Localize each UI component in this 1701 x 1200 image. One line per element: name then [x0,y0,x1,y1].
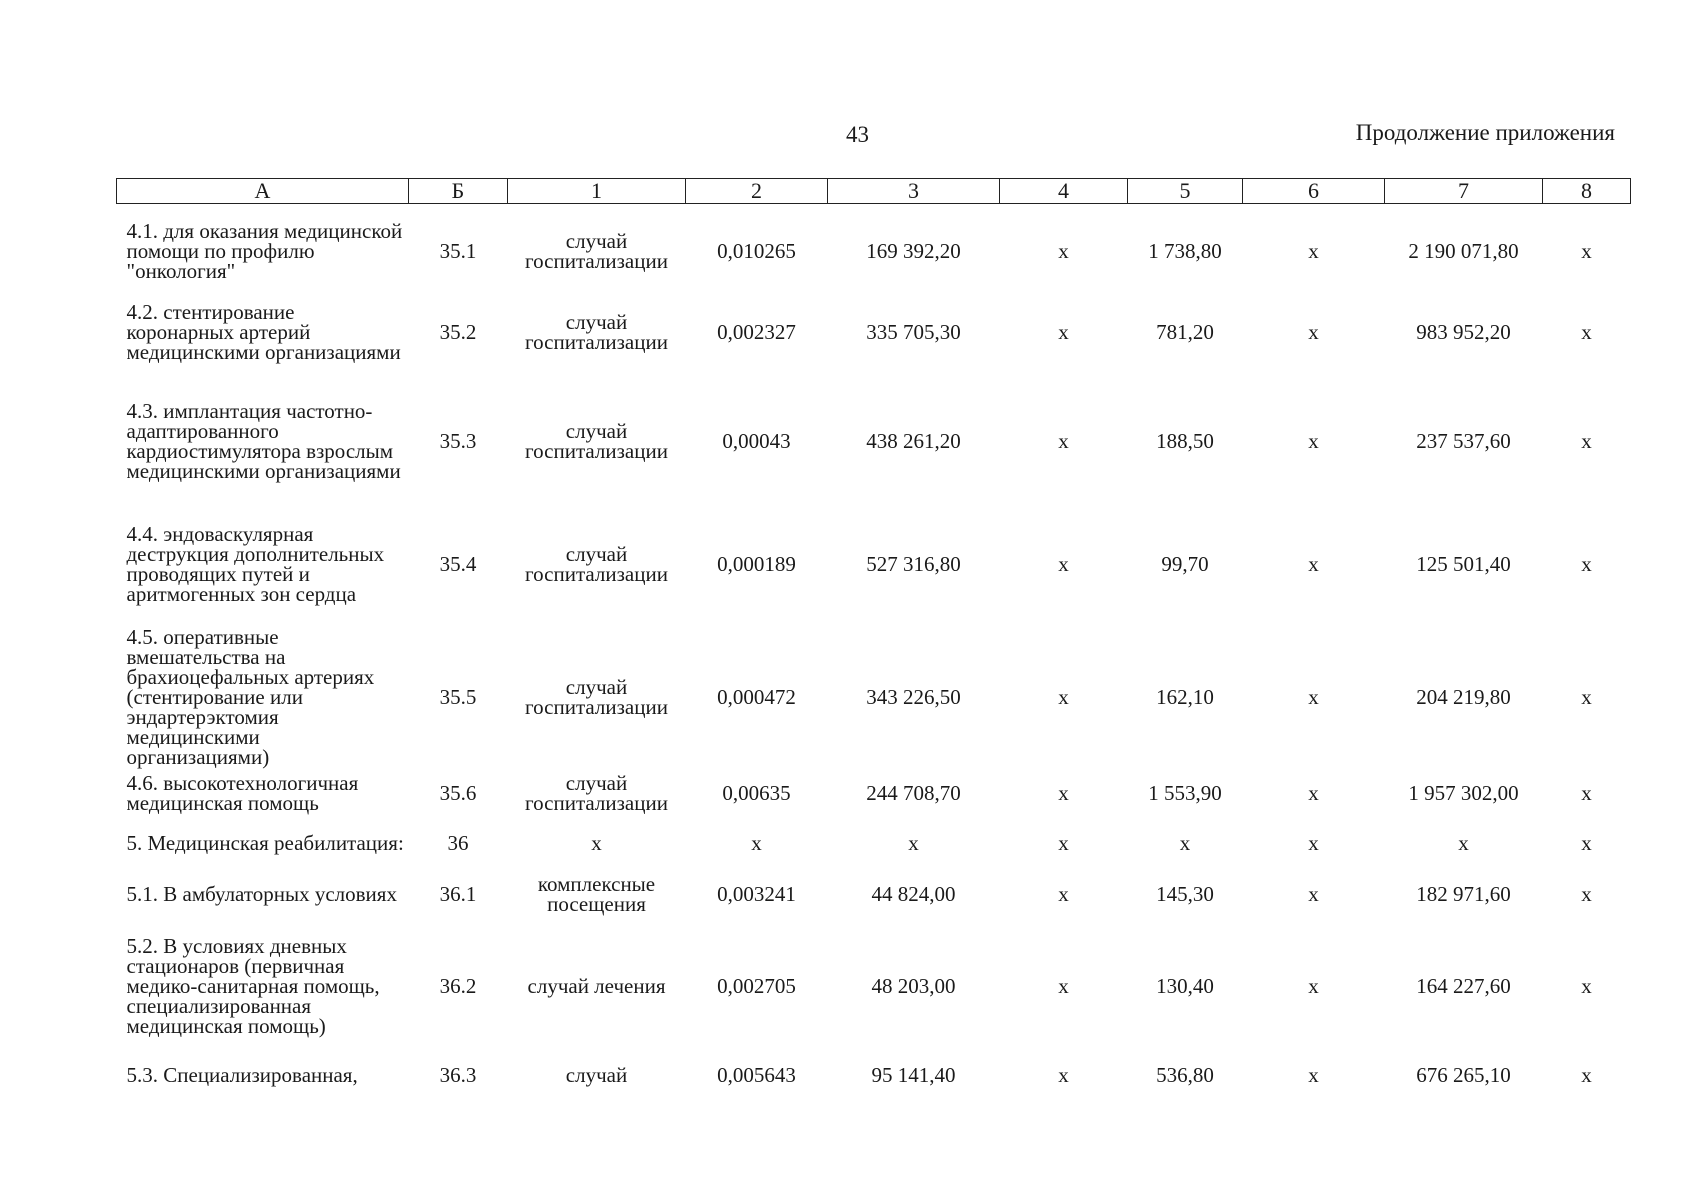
row-unit: случай госпитализации [525,542,668,586]
row-col-2: х [751,831,762,855]
header-row [117,179,1631,204]
row-code: 36 [447,831,469,855]
row-col-6: х [1308,1063,1319,1087]
row-col-7: 204 219,80 [1416,685,1511,709]
row-col-8: х [1581,974,1592,998]
data-table-container [116,178,1630,1098]
table-row [117,818,1631,868]
column-header: 3 [828,179,1000,204]
row-col-4: х [1058,685,1069,709]
table-row [117,768,1631,818]
row-unit: комплексные посещения [537,872,656,916]
row-col-3: 343 226,50 [866,685,961,709]
page-number: 43 [846,122,869,147]
row-col-2: 0,005643 [717,1063,796,1087]
column-header: 8 [1543,179,1631,204]
row-col-8: х [1581,831,1592,855]
column-header: 7 [1385,179,1543,204]
row-col-3: 44 824,00 [871,882,956,906]
row-col-8: х [1581,1063,1592,1087]
spacer-row [117,204,1631,219]
row-col-7: х [1458,831,1469,855]
row-name: 4.2. стентирование коронарных артерий медицинскими организациями [126,300,401,364]
row-col-2: 0,000472 [717,685,796,709]
row-col-4: х [1058,320,1069,344]
column-header: 4 [1000,179,1128,204]
row-col-4: х [1058,831,1069,855]
row-col-6: х [1308,239,1319,263]
row-col-8: х [1581,685,1592,709]
table-row [117,380,1631,502]
row-col-6: х [1308,685,1319,709]
row-col-3: 169 392,20 [866,239,961,263]
row-unit: случай госпитализации [525,675,668,719]
row-col-7: 676 265,10 [1416,1063,1511,1087]
row-col-4: х [1058,552,1069,576]
row-col-5: 1 553,90 [1148,781,1222,805]
row-code: 36.3 [439,1063,477,1087]
row-col-5: 130,40 [1156,974,1214,998]
column-header: 2 [686,179,828,204]
row-unit: случай [565,1063,628,1087]
row-col-7: 182 971,60 [1416,882,1511,906]
row-col-2: 0,010265 [717,239,796,263]
row-name: 5.2. В условиях дневных стационаров (первичная медико-санитарная помощь, специализированная медицинская помощь) [126,934,380,1038]
row-col-5: 162,10 [1156,685,1214,709]
column-header: А [117,179,409,204]
row-col-5: 145,30 [1156,882,1214,906]
row-code: 36.2 [439,974,477,998]
table-row [117,218,1631,284]
row-name: 5. Медицинская реабилитация: [126,831,404,855]
table-row [117,868,1631,920]
row-col-3: 438 261,20 [866,429,961,453]
row-col-3: 95 141,40 [871,1063,956,1087]
row-col-5: 1 738,80 [1148,239,1222,263]
row-col-5: х [1179,831,1191,855]
row-col-8: х [1581,239,1592,263]
row-col-4: х [1058,1063,1069,1087]
row-code: 36.1 [439,882,477,906]
row-unit: случай лечения [527,974,666,998]
row-col-7: 125 501,40 [1416,552,1511,576]
row-name: 4.4. эндоваскулярная деструкция дополнительных проводящих путей и аритмогенных зон сердца [126,522,385,606]
row-col-6: х [1308,781,1319,805]
row-col-6: х [1308,429,1319,453]
row-code: 35.4 [439,552,477,576]
row-col-4: х [1058,781,1069,805]
row-unit: случай госпитализации [525,771,668,815]
row-col-2: 0,002327 [717,320,796,344]
column-header: 6 [1243,179,1385,204]
table-row [117,1052,1631,1098]
data-table [116,178,1631,1098]
row-col-2: 0,003241 [717,882,796,906]
table-row [117,920,1631,1052]
row-col-2: 0,002705 [717,974,796,998]
row-col-8: х [1581,882,1592,906]
row-unit: х [591,831,602,855]
row-col-4: х [1058,429,1069,453]
row-col-3: 527 316,80 [866,552,961,576]
row-col-7: 983 952,20 [1416,320,1511,344]
row-unit: случай госпитализации [525,310,668,354]
row-col-7: 1 957 302,00 [1408,781,1519,805]
column-header: 5 [1128,179,1243,204]
row-col-5: 536,80 [1156,1063,1214,1087]
table-row [117,502,1631,626]
row-name: 5.1. В амбулаторных условиях [126,882,397,906]
row-code: 35.3 [439,429,477,453]
row-col-2: 0,00043 [722,429,791,453]
row-col-7: 164 227,60 [1416,974,1511,998]
column-header: Б [409,179,508,204]
row-col-2: 0,000189 [717,552,796,576]
column-header: 1 [508,179,686,204]
row-code: 35.1 [439,239,477,263]
row-col-8: х [1581,429,1592,453]
row-col-7: 2 190 071,80 [1408,239,1519,263]
row-col-3: 244 708,70 [866,781,961,805]
row-name: 4.3. имплантация частотно-адаптированного кардиостимулятора взрослым медицинскими организациями [126,399,401,483]
table-row [117,626,1631,768]
row-name: 4.6. высокотехнологичная медицинская помощь [126,771,359,815]
row-col-4: х [1058,239,1069,263]
row-col-5: 188,50 [1156,429,1214,453]
row-unit: случай госпитализации [525,229,668,273]
table-row [117,284,1631,380]
row-col-8: х [1581,781,1592,805]
row-col-4: х [1058,882,1069,906]
row-col-3: 335 705,30 [866,320,961,344]
row-name: 4.5. оперативные вмешательства на брахиоцефальных артериях (стентирование или эндартерэктомия медицинскими организациями) [126,625,375,769]
row-col-7: 237 537,60 [1416,429,1511,453]
row-col-3: х [908,831,919,855]
row-col-6: х [1308,552,1319,576]
continuation-label: Продолжение приложения [1355,120,1615,145]
row-code: 35.6 [439,781,477,805]
row-col-6: х [1308,882,1319,906]
row-col-8: х [1581,320,1592,344]
row-col-5: 99,70 [1161,552,1209,576]
row-col-2: 0,00635 [722,781,791,805]
row-col-6: х [1308,831,1319,855]
row-col-4: х [1058,974,1069,998]
row-unit: случай госпитализации [525,419,668,463]
row-code: 35.5 [439,685,477,709]
row-name: 5.3. Специализированная, [126,1063,358,1087]
row-col-5: 781,20 [1156,320,1214,344]
row-col-6: х [1308,320,1319,344]
row-code: 35.2 [439,320,477,344]
row-col-8: х [1581,552,1592,576]
row-col-3: 48 203,00 [871,974,956,998]
row-col-6: х [1308,974,1319,998]
row-name: 4.1. для оказания медицинской помощи по профилю "онкология" [126,219,403,283]
